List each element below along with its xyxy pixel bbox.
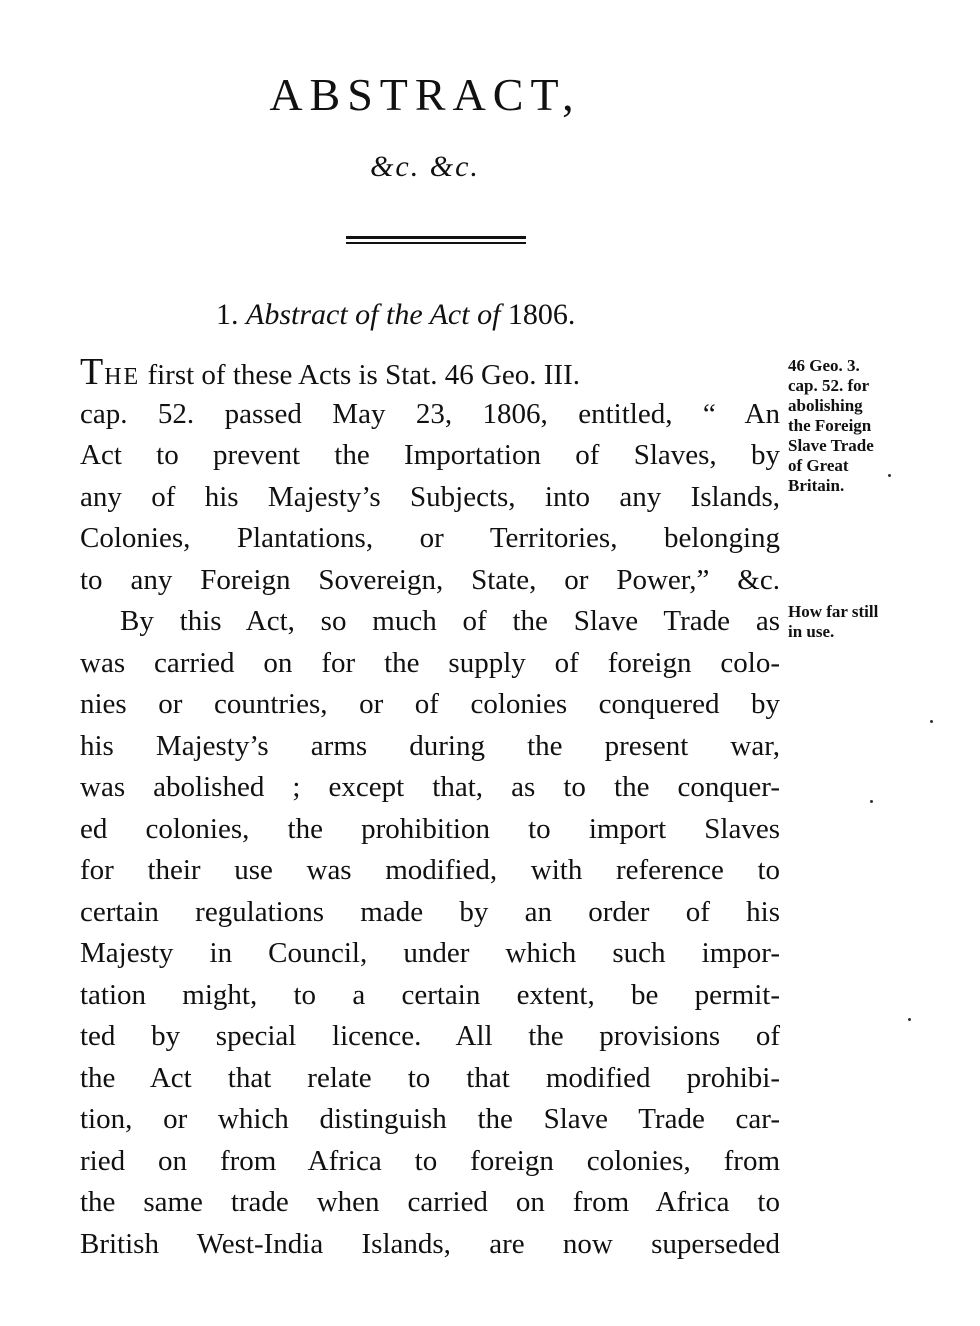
text-line: nies or countries, or of colonies conquered by: [80, 688, 780, 720]
body-text: [80, 352, 780, 1265]
text-line: By this Act, so much of the Slave Trade as: [120, 605, 780, 637]
text-line: Majesty in Council, under which such impor-: [80, 937, 780, 969]
section-heading-year: 1806.: [507, 298, 576, 331]
margin-note-line: How far still: [788, 602, 879, 621]
text-line: tion, or which distinguish the Slave Trade car-: [80, 1103, 780, 1135]
text-line: any of his Majesty’s Subjects, into any Islands,: [80, 480, 780, 513]
section-number: 1.: [216, 298, 239, 331]
section-heading: [216, 298, 575, 332]
ink-speck: [908, 1018, 911, 1021]
ink-speck: [870, 800, 873, 803]
text-line: was abolished ; except that, as to the conquer-: [80, 771, 780, 803]
drop-cap: T: [80, 351, 105, 393]
text-line: tation might, to a certain extent, be permit-: [80, 978, 780, 1011]
text-line: for their use was modified, with reference to: [80, 854, 780, 886]
margin-note-line: Britain.: [788, 476, 845, 495]
margin-note-line: in use.: [788, 622, 835, 641]
page-subtitle: &c. &c.: [370, 150, 480, 183]
small-caps: HE: [104, 364, 141, 390]
text-line: British West-India Islands, are now superseded: [80, 1227, 780, 1260]
text-line: ried on from Africa to foreign colonies, from: [80, 1144, 780, 1177]
text-line: ted by special licence. All the provisions of: [80, 1020, 780, 1052]
text-line: his Majesty’s arms during the present war,: [80, 729, 780, 762]
text-line: the Act that relate to that modified prohibi-: [80, 1061, 780, 1094]
text-line: certain regulations made by an order of his: [80, 895, 780, 928]
margin-note-line: the Foreign: [788, 416, 872, 435]
text-line: Colonies, Plantations, or Territories, belonging: [80, 522, 780, 554]
margin-note-line: of Great: [788, 456, 849, 475]
section-heading-italic: Abstract of the Act of: [246, 298, 501, 331]
ink-speck: [930, 720, 933, 723]
margin-note-line: cap. 52. for: [788, 376, 870, 395]
text-line: to any Foreign Sovereign, State, or Power,” &c.: [80, 563, 780, 596]
text-line: Act to prevent the Importation of Slaves, by: [80, 439, 780, 471]
text-line: was carried on for the supply of foreign colo-: [80, 646, 780, 679]
margin-note-usage: [788, 602, 908, 642]
text-line: [80, 352, 780, 394]
ornamental-rule-bottom: [346, 242, 526, 244]
page-title: ABSTRACT,: [269, 69, 581, 120]
text-line: ed colonies, the prohibition to import Slaves: [80, 812, 780, 845]
margin-note-line: Slave Trade: [788, 436, 874, 455]
text-line-content: first of these Acts is Stat. 46 Geo. III.: [147, 359, 580, 391]
margin-note-line: abolishing: [788, 396, 863, 415]
ornamental-rule-top: [346, 236, 526, 239]
margin-note-line: 46 Geo. 3.: [788, 356, 860, 375]
ink-speck: [888, 474, 891, 477]
text-line: the same trade when carried on from Africa to: [80, 1186, 780, 1218]
text-line: cap. 52. passed May 23, 1806, entitled, “ An: [80, 397, 780, 430]
